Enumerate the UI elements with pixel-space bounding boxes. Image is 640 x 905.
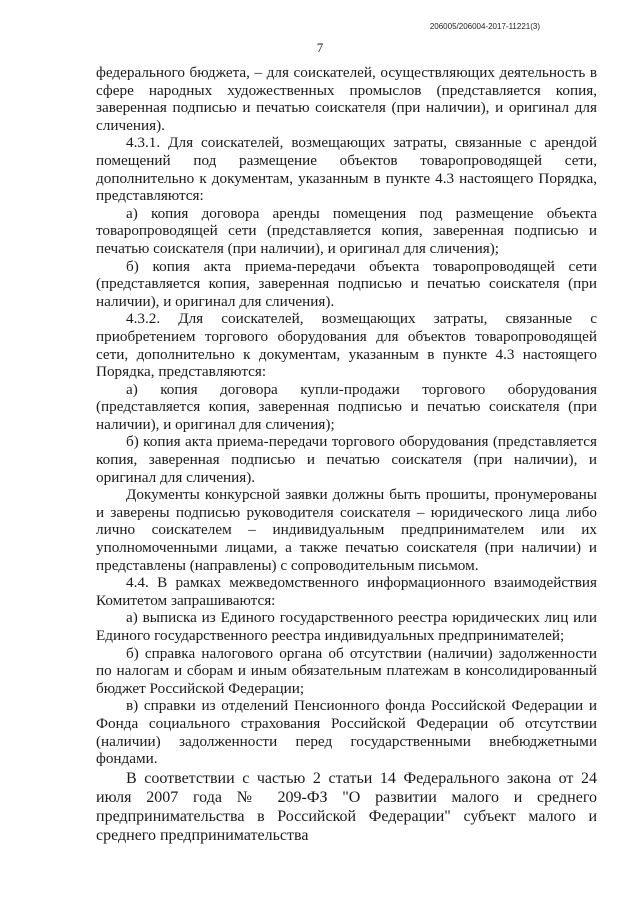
paragraph-4-4: 4.4. В рамках межведомственного информационного взаимодействия Комитетом запрашиваются: [96, 574, 597, 609]
paragraph-documents-binding: Документы конкурсной заявки должны быть прошиты, пронумерованы и заверены подписью руководителя соискателя – юридического лица либо лично соискателем – индивидуальным предпринимателем или их уполномоченными лицами, а также печатью соискателя (при наличии) и представлены (направлены) с сопроводительным письмом. [96, 486, 597, 574]
paragraph-4-3-1: 4.3.1. Для соискателей, возмещающих затраты, связанные с арендой помещений под размещение объектов товаропроводящей сети, дополнительно к документам, указанным в пункте 4.3 настоящего Порядка, представляются: [96, 134, 597, 205]
paragraph-4-3-1-b: б) копия акта приема-передачи объекта товаропроводящей сети (представляется копия, заверенная подписью и печатью соискателя (при наличии), и оригинал для сличения). [96, 257, 597, 310]
document-number: 206005/206004-2017-11221(3) [429, 22, 540, 31]
paragraph-4-3-2-a: а) копия договора купли-продажи торгового оборудования (представляется копия, заверенная подписью и печатью соискателя (при наличии), и оригинал для сличения); [96, 380, 597, 433]
paragraph-4-4-b: б) справка налогового органа об отсутствии (наличии) задолженности по налогам и сборам и иным обязательным платежам в консолидированный бюджет Российской Федерации; [96, 644, 597, 697]
body-text [96, 64, 597, 845]
paragraph-continuation: федерального бюджета, – для соискателей, осуществляющих деятельность в сфере народных художественных промыслов (представляется копия, заверенная подписью и печатью соискателя (при наличии), и оригинал для сличения). [96, 64, 597, 134]
paragraph-4-3-1-a: а) копия договора аренды помещения под размещение объекта товаропроводящей сети (представляется копия, заверенная подписью и печатью соискателя (при наличии), и оригинал для сличения); [96, 204, 597, 257]
paragraph-federal-law: В соответствии с частью 2 статьи 14 Федерального закона от 24 июля 2007 года № 209-ФЗ "О развитии малого и среднего предпринимательства в Российской Федерации" субъект малого и среднего предпринимательства [96, 769, 597, 844]
paragraph-4-3-2: 4.3.2. Для соискателей, возмещающих затраты, связанные с приобретением торгового оборудования для объектов товаропроводящей сети, дополнительно к документам, указанным в пункте 4.3 настоящего Порядка, представляются: [96, 310, 597, 381]
page-number: 7 [316, 40, 324, 55]
paragraph-4-4-a: а) выписка из Единого государственного реестра юридических лиц или Единого государственного реестра индивидуальных предпринимателей; [96, 609, 597, 644]
paragraph-4-3-2-b: б) копия акта приема-передачи торгового оборудования (представляется копия, заверенная подписью и печатью соискателя (при наличии), и оригинал для сличения). [96, 433, 597, 486]
paragraph-4-4-v: в) справки из отделений Пенсионного фонда Российской Федерации и Фонда социального страхования Российской Федерации об отсутствии (наличии) задолженности перед государственными внебюджетными фондами. [96, 697, 597, 768]
